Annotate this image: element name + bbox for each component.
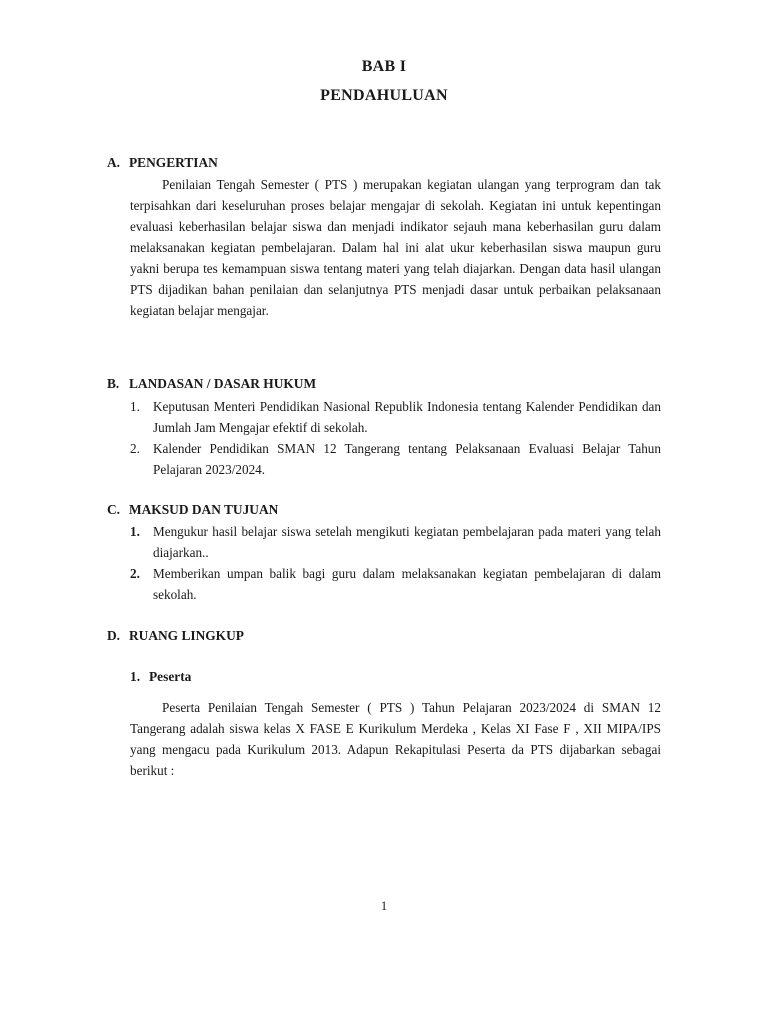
- section-a-letter: A.: [107, 155, 121, 170]
- list-item: [130, 438, 661, 480]
- subsection-peserta-heading: [130, 669, 191, 685]
- section-a-heading: [107, 155, 218, 171]
- subsection-title: Peserta: [149, 669, 192, 684]
- subsection-number: 1.: [130, 669, 141, 684]
- chapter-title: PENDAHULUAN: [320, 87, 448, 104]
- list-item-number: 2.: [130, 441, 140, 456]
- section-b-list: [130, 396, 661, 480]
- chapter-label: BAB I: [361, 58, 407, 75]
- section-d-title: RUANG LINGKUP: [129, 628, 244, 643]
- section-d-letter: D.: [107, 628, 121, 643]
- section-c-list: [130, 521, 661, 605]
- section-a-paragraph: Penilaian Tengah Semester ( PTS ) merupakan kegiatan ulangan yang terprogram dan tak terpisahkan dari keseluruhan proses belajar mengajar di sekolah. Kegiatan ini untuk kepentingan evaluasi keberhasilan belajar siswa dan menjadi indikator sejauh mana keberhasilan guru dalam melaksanakan kegiatan pembelajaran. Dalam hal ini alat ukur keberhasilan siswa maupun guru yakni berupa tes kemampuan siswa tentang materi yang telah diajarkan. Dengan data hasil ulangan PTS dijadikan bahan penilaian dan selanjutnya PTS menjadi dasar untuk perbaikan pelaksanaan kegiatan belajar mengajar.: [130, 177, 661, 318]
- list-item: [130, 396, 661, 438]
- list-item: [130, 521, 661, 563]
- section-c-heading: [107, 502, 278, 518]
- section-d-heading: [107, 628, 244, 644]
- list-item-text: Memberikan umpan balik bagi guru dalam melaksanakan kegiatan pembelajaran di dalam sekolah.: [153, 566, 661, 602]
- list-item-text: Kalender Pendidikan SMAN 12 Tangerang tentang Pelaksanaan Evaluasi Belajar Tahun Pelajaran 2023/2024.: [153, 441, 661, 477]
- section-c-title: MAKSUD DAN TUJUAN: [129, 502, 279, 517]
- section-c-letter: C.: [107, 502, 121, 517]
- list-item-text: Mengukur hasil belajar siswa setelah mengikuti kegiatan pembelajaran pada materi yang telah diajarkan..: [153, 524, 661, 560]
- list-item: [130, 563, 661, 605]
- section-b-letter: B.: [107, 376, 120, 391]
- section-b-title: LANDASAN / DASAR HUKUM: [129, 376, 317, 391]
- list-item-number: 1.: [130, 399, 140, 414]
- section-b-heading: [107, 376, 316, 392]
- list-item-text: Keputusan Menteri Pendidikan Nasional Republik Indonesia tentang Kalender Pendidikan dan Jumlah Jam Mengajar efektif di sekolah.: [153, 399, 661, 435]
- list-item-number: 1.: [130, 524, 140, 539]
- section-a-title: PENGERTIAN: [129, 155, 218, 170]
- list-item-number: 2.: [130, 566, 140, 581]
- subsection-peserta-paragraph: Peserta Penilaian Tengah Semester ( PTS ) Tahun Pelajaran 2023/2024 di SMAN 12 Tangerang adalah siswa kelas X FASE E Kurikulum Merdeka , Kelas XI Fase F , XII MIPA/IPS yang mengacu pada Kurikulum 2013. Adapun Rekapitulasi Peserta da PTS dijabarkan sebagai berikut :: [130, 700, 661, 778]
- page-number: 1: [380, 899, 388, 913]
